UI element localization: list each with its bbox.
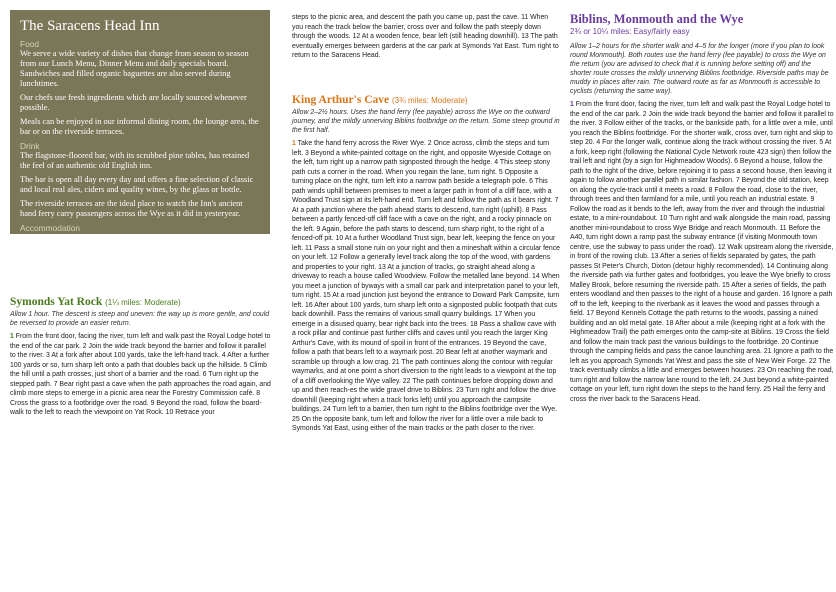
food-paragraph-2: Our chefs use fresh ingredients which are locally sourced whenever possible. [20, 93, 247, 112]
column-left [0, 0, 274, 592]
food-heading: Food [20, 39, 40, 49]
accommodation-paragraph-2: We serve delicious cooked breakfasts for our guests. [20, 257, 196, 266]
symonds-intro: Allow 1 hour. The descent is steep and uneven: the way up is more gentle, and could be reversed to provide an easier return. [10, 311, 270, 327]
inn-title: The Saracens Head Inn [20, 18, 160, 34]
arthur-directions: 1 Take the hand ferry across the River Wye. 2 Once across, climb the steps and turn left. 3 Beyond a white-painted cottage on the right, and opposite Wyeside Cottage on the left, turn right up a narrow path signposted through the hedge. 4 This steep stony path cuts a corner in the road. When you regain the lane, turn right. 5 Opposite a turning place on the right, turn left into a narrow path beside a telegraph pole. 6 This path winds uphill between premises to meet a larger path in front of a cliff face, with a Woodland Trust sign at its left-hand end. Turn left and follow the path as it bears right. 7 At a path junction where the path ahead starts to descend, turn right (uphill). 8 Pass between a partly fenced-off cliff face with a cave on the right, and a rocky pinnacle on the left. 9 Again, before the path starts to descend, turn sharp right, to the right of a fenced-off pit. 10 At a further Woodland Trust sign, bear left, keeping the fence on your left. 11 Pass a small stone ruin on your right and then a mineshaft within a circular fence on your left. 12 Follow a generally level track along the top of the wood, with gardens and properties to your right. 13 At a junction of tracks, go straight ahead along a driveway to reach a house called Woodview. Follow the metalled lane beyond. 14 When you meet a junction of byways with a small car park and interpretation panel to your left, turn right. 15 At a road junction just beyond the entrance to Doward Park Campsite, turn left. 16 After about 100 yards, turn sharp left onto a signposted public footpath that cuts back downhill. Pass the remains of various small quarry buildings. 17 When you emerge in a disused quarry, bear right back into the trees. 18 Pass a shallow cave with a rock pillar and continue past further cliffs and caves until you reach the larger King Arthur's Cave, with its mound of spoil in front of the entrances. 19 Beyond the cave, follow a path that bears left to a waymark post. 20 Bear left at another waymark and scramble up through a low crag. 21 The path continues along the contour with regular waymarks, and at one point a short diversion to the right leads to a viewpoint at the top of a cliff overlooking the Wye valley. 22 The path continues before dropping down and up and then reach-es the wide gravel drive to Biblins. 23 Turn right and follow the drive downhill (keeping right when a track forks left) until you approach the campsite buildings. 24 Turn left to a barrier, then turn right to the Biblins footbridge over the Wye. 25 On the opposite bank, turn left and follow the river for a little over a mile back to Symonds Yat East, using either of the main tracks or the path closer to the river. [292, 140, 560, 432]
symonds-section [10, 296, 272, 418]
arthur-intro: Allow 2–2½ hours. Uses the hand ferry (fee payable) across the Wye on the outward journey, and the mildly unnerving Biblins footbridge on the return. Some steep ground in the first half. [292, 109, 560, 134]
symonds-directions-continued: steps to the picnic area, and descent the path you came up, past the cave. 11 When you reach the track below the barrier, cross over and follow the path steeply down through the woods. 12 At a wooden fence, bear left (still heading downhill). 13 The path eventually emerges between gardens at the car park at Symonds Yat East. Turn right to return to the Saracens Head. [292, 14, 559, 59]
accommodation-heading: Accommodation [20, 223, 81, 233]
biblins-subtitle: 2¾ or 10¼ miles: Easy/fairly easy [570, 27, 690, 36]
arthur-title: King Arthur's Cave (3¾ miles: Moderate) [292, 94, 468, 106]
biblins-title: Biblins, Monmouth and the Wye [570, 12, 744, 26]
biblins-directions: 1 From the front door, facing the river, turn left and walk past the Royal Lodge hotel to the end of the car park. 2 Join the wide track beyond the barrier and follow it parallel to the river. 3 Follow either of the tracks, or the bankside path, for a little over a mile, until you reach the Biblins footbridge. For the shorter walk, cross over, turn right and skip to step 20. 4 For the longer walk, continue along the track without crossing the river. 5 At a fork, keep right (following the National Cycle Network route 423 sign) then follow the trail left and right (by a sign for Highmeadow Woods). 6 Beyond a house, follow the path to the right of the drive, before rejoining it to pass a second house, then leaving it again to follow another parallel path in similar fashion. 7 Beyond the old station, keep on along the cycle-track until it meets a road. 8 Follow the road, close to the river, through trees and then farmland for a mile, until you reach an industrial estate. 9 Follow the road as it bends to the left, away from the river and through the industrial estate, to a mini-roundabout. 10 Turn right and walk alongside the main road, passing another mini-roundabout to cross Wye Bridge and reach Monmouth. 11 Before the A40, turn right down a ramp past the subway entrance (if visiting Monmouth town centre, use the subway to pass under the road). 12 Walk upstream along the riverside, in front of the rowing club. 13 After a series of fields separated by gates, the path passes St Peter's Church, Dixton (detour highly recommended). 14 Continuing along the riverside path via further gates and footbridges, you leave the Wye briefly to cross Malley Brook, before resuming the riverside path. 15 After a series of fields, the path enters woodland and then passes to the right of a house and garden. 16 Ignore a path off to the left, keeping to the riverbank as it leaves the wood and passes through a field. 17 Beyond Kennels Cottage the path returns to the woods, passing a ruined building and an old metal gate. 18 After about a mile (keeping right at a fork with the Highmeadow Trail) the path emerges onto the camp-site at Biblins. 19 Cross the field and follow the main track past the various buildings to the footbridge. 20 Continue through the camping fields and pass the canoe launching area. 21 Ignore a path to the left as you approach Symonds Yat West and pass the site of New Weir Forge. 22 The track eventually climbs a little and emerges between houses. 23 On reaching the road, turn right and follow the narrow lane round to the left. 24 Just beyond a white-painted cottage on your left, turn right down the steps to the hand ferry. 25 Hail the ferry and cross the river back to the Saracens Head. [570, 101, 834, 403]
drink-paragraph-2: The bar is open all day every day and offers a fine selection of classic and local real ales, ciders and quality wines, by the glass or bottle. [20, 175, 254, 194]
inn-info-panel [10, 10, 270, 266]
continued-section [292, 13, 560, 61]
drink-paragraph-1: The flagstone-floored bar, with its scrubbed pine tables, has retained the feel of an authentic old English inn. [20, 151, 250, 170]
biblins-intro: Allow 1–2 hours for the shorter walk and 4–5 for the longer (more if you plan to look round Monmouth). Both routes use the hand ferry (fee payable) to cross the Wye on the return (you are advised to check that it is running before setting off) and the shorter route crosses the mildly unnerving Biblins footbridge. Riverside paths may be muddy in places after rain. The outward route as far as Monmouth is accessible to cyclists (returning the same way). [570, 43, 829, 95]
food-paragraph-1: We serve a wide variety of dishes that change from season to season from our Lunch Menu, Dinner Menu and daily specials board. Sandwiches and filled organic baguettes are also served during lunchtimes. [20, 49, 249, 88]
drink-paragraph-3: The riverside terraces are the ideal place to watch the Inn's ancient hand ferry carry passengers across the Wye as it did in yesteryear. [20, 199, 243, 218]
symonds-title: Symonds Yat Rock (1¼ miles: Moderate) [10, 296, 181, 308]
accommodation-paragraph-1: We offer great-value bed & breakfasts to our guests. We have ten rooms, of which eight look over the River Wye. [20, 233, 238, 252]
drink-heading: Drink [20, 141, 40, 151]
symonds-directions: 1 From the front door, facing the river, turn left and walk past the Royal Lodge hotel to the end of the car park. 2 Join the wide track beyond the barrier and follow it parallel to the river. 3 At a fork after about 100 yards, take the left-hand track. 4 After a further 100 yards or so, turn sharp left onto a path that doubles back up the hillside. 5 Climb the hill until a path crosses, just short of a barrier and the road. 6 Turn right up the stepped path. 7 Bear right past a cave when the path approaches the road again, and climb more steps to emerge in a picnic area near the Forestry Commission café. 8 Cross the grass to a footbridge over the road. 9 Beyond the road, follow the board-walk to the left to reach the viewpoint on Yat Rock. 10 Retrace your [10, 333, 271, 416]
food-paragraph-3: Meals can be enjoyed in our informal dining room, the lounge area, the bar or on the riverside terraces. [20, 117, 259, 136]
biblins-section [570, 12, 834, 404]
arthur-section [292, 94, 560, 434]
